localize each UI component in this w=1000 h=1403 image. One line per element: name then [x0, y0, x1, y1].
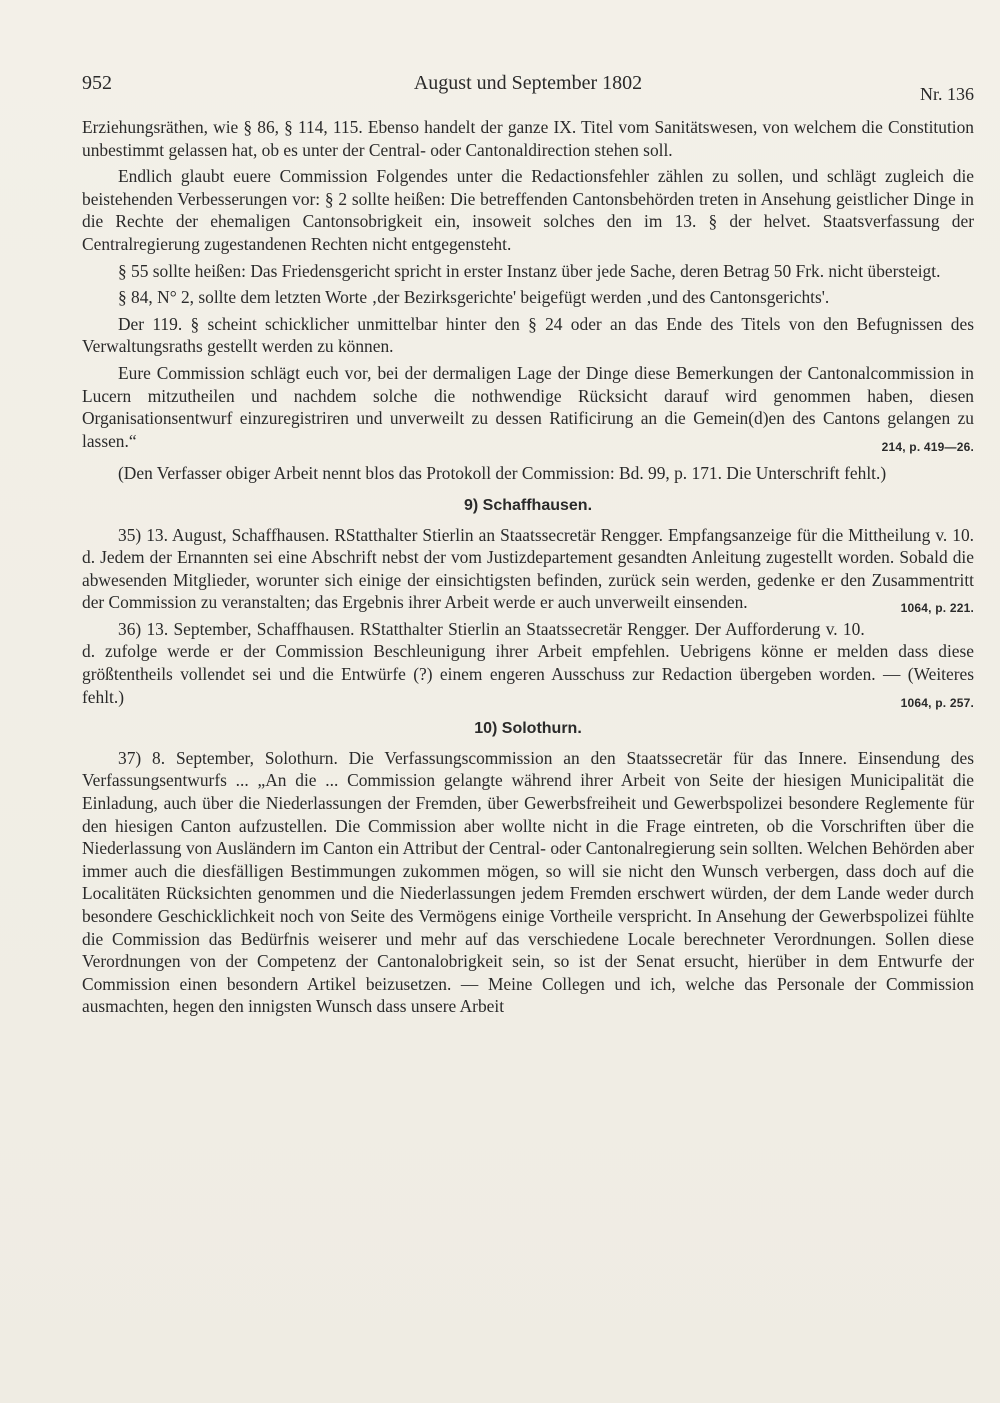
page-number: 952 — [82, 72, 112, 94]
paragraph: Der 119. § scheint schicklicher unmittelbar hinter den § 24 oder an das Ende des Titels von den Befugnissen des Verwaltungsraths gestellt werden zu können. — [82, 313, 974, 357]
page-body — [82, 116, 974, 1022]
paragraph-text: Eure Commission schlägt euch vor, bei der dermaligen Lage der Dinge diese Bemerkungen der Cantonalcommission in Lucern mitzutheilen und nachdem solche die nothwendige Rücksicht darauf wird genommen haben, diesen Organisationsentwurf einzuregistriren und unverweilt zu dessen Ratificirung an die Gemein(d)en des Cantons gelangen zu lassen.“ — [82, 362, 974, 451]
running-title: August und September 1802 — [413, 72, 643, 94]
paragraph: Erziehungsräthen, wie § 86, § 114, 115. Ebenso handelt der ganze IX. Titel vom Sanitätswesen, von welchem die Constitution unbestimmt gelassen hat, ob es unter der Central- oder Cantonaldirection stehen soll. — [82, 117, 974, 160]
paragraph-with-reference — [82, 362, 974, 452]
document-number: Nr. 136 — [920, 84, 974, 104]
archive-reference: 1064, p. 257. — [900, 695, 974, 710]
paragraph: § 55 sollte heißen: Das Friedensgericht spricht in erster Instanz über jede Sache, deren Betrag 50 Frk. nicht übersteigt. — [118, 260, 941, 281]
paragraph-with-reference — [82, 618, 974, 708]
paragraph: 37) 8. September, Solothurn. Die Verfassungscommission an den Staatssecretär für das Innere. Einsendung des Verfassungsentwurfs ... „An die ... Commission gelangte während ihrer Arbeit von Seite der hiesigen Municipalität die Einladung, auch über die Niederlassungen der Fremden, über Gewerbsfreiheit und Gewerbspolizei besondere Reglemente für den hiesigen Canton aufzustellen. Die Commission aber wollte nicht in die Frage eintreten, ob die Vorschriften über die Niederlassung von Ausländern im Canton ein Attribut der Central- oder Cantonalregierung sein sollten. Welchen Behörden aber immer auch die diesfälligen Bestimmungen zukommen mögen, so will sie nicht den Wunsch verbergen, dass doch auf die Localitäten Rücksichten genommen und die Niederlassungen jedem Fremden erschwert würden, der dem Lande weder durch besondere Geschicklichkeit noch von Seite des Vermögens einige Vortheile verspricht. In Ansehung der Gewerbspolizei fühlte die Commission das Bedürfnis weiserer und mehr auf das verschiedene Locale berechneter Verordnungen. Sollen diese Verordnungen von der Competenz der Cantonalobrigkeit sein, so ist der Senat ersucht, hierüber in dem Entwurfe der Commission einen besondern Artikel beizusetzen. — Meine Collegen und ich, welche das Personale der Commission ausmachten, hegen den innigsten Wunsch dass unsere Arbeit — [82, 747, 974, 1017]
paragraph-text: 36) 13. September, Schaffhausen. RStatthalter Stierlin an Staatssecretär Rengger. Der Aufforderung v. 10. d. zufolge werde er der Commission Beschleunigung ihrer Arbeit empfehlen. Uebrigens könne er melden dass diese größtentheils vollendet sei und die Entwürfe (?) einem engeren Ausschuss zur Redaction übergeben worden. — (Weiteres fehlt.) — [82, 618, 974, 707]
archive-reference: 1064, p. 221. — [900, 601, 974, 616]
paragraph: § 84, N° 2, sollte dem letzten Worte ‚der Bezirksgerichte' beigefügt werden ‚und des Cantonsgerichts'. — [118, 287, 830, 308]
paragraph-text: 35) 13. August, Schaffhausen. RStatthalter Stierlin an Staatssecretär Rengger. Empfangsanzeige für die Mittheilung v. 10. d. Jedem der Ernannten sei eine Abschrift nebst der vom Justizdepartement gesandten Anleitung zugestellt worden. Sobald die abwesenden Mitglieder, worunter sich einige der einsichtigsten befinden, zurück sein werden, gedenke er den Zusammentritt der Commission zu veranstalten; das Ergebnis ihrer Arbeit werde er auch unverweilt einsenden. — [82, 524, 974, 613]
archive-reference: 214, p. 419—26. — [881, 439, 974, 454]
paragraph-with-reference — [82, 524, 974, 614]
section-heading: 10) Solothurn. — [474, 720, 582, 738]
paragraph: Endlich glaubt euere Commission Folgendes unter die Redactionsfehler zählen zu sollen, und schlägt zugleich die beistehenden Verbesserungen vor: § 2 sollte heißen: Die betreffenden Cantonsbehörden treten in Ansehung geistlicher Dinge in die Rechte der ehemaligen Cantonsobrigkeit ein, insoweit solches den im 13. § der helvet. Staatsverfassung der Centralregierung zugestandenen Rechten nicht entgegensteht. — [82, 166, 974, 254]
paragraph: (Den Verfasser obiger Arbeit nennt blos das Protokoll der Commission: Bd. 99, p. 171. Die Unterschrift fehlt.) — [118, 463, 887, 484]
section-heading: 9) Schaffhausen. — [463, 496, 593, 514]
page-header — [82, 70, 974, 104]
